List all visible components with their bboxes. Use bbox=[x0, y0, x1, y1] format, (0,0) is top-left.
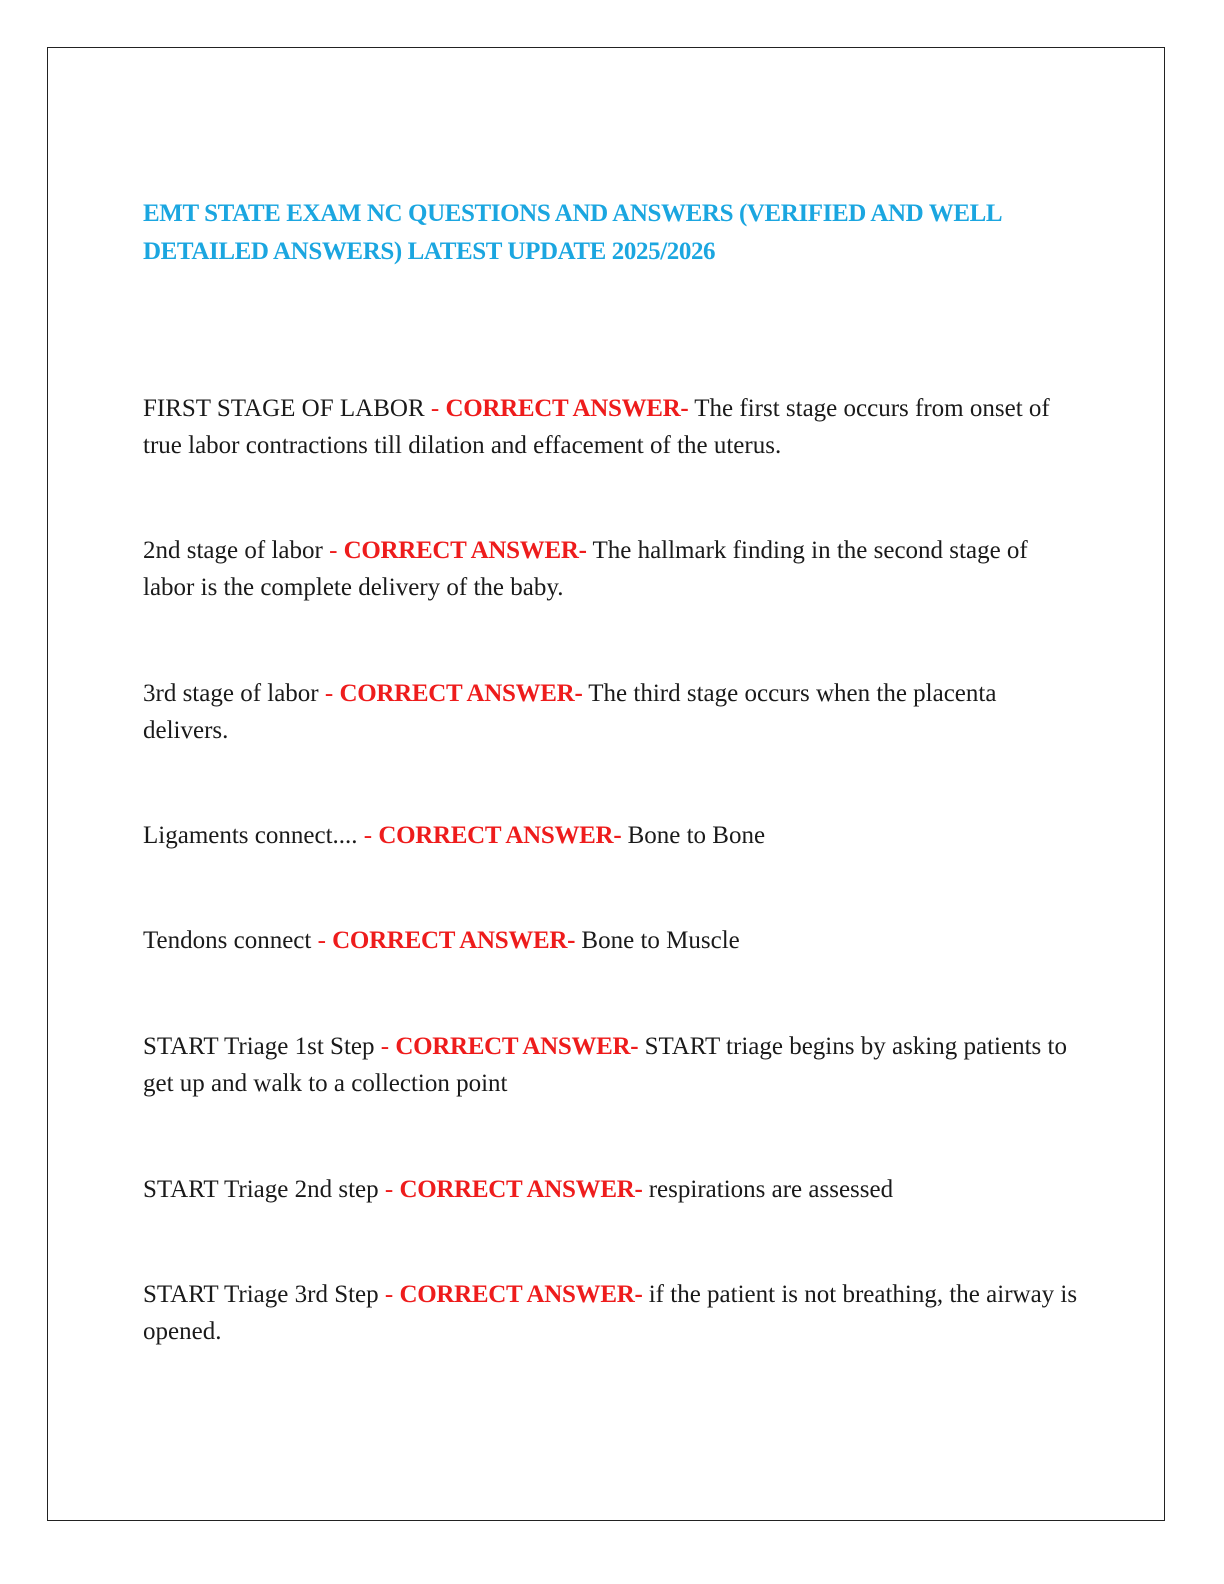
answer-text: Bone to Bone bbox=[627, 822, 766, 849]
separator: - bbox=[384, 1281, 394, 1308]
separator: - bbox=[384, 1176, 394, 1203]
answer-marker: CORRECT ANSWER- bbox=[445, 395, 689, 422]
answer-marker: CORRECT ANSWER- bbox=[339, 680, 583, 707]
answer-marker: CORRECT ANSWER- bbox=[395, 1033, 639, 1060]
qa-item bbox=[143, 922, 1078, 959]
answer-marker: CORRECT ANSWER- bbox=[399, 1281, 643, 1308]
answer-text: START triage begins by asking patients to get up and walk to a collection point bbox=[143, 1033, 1067, 1097]
answer-marker: CORRECT ANSWER- bbox=[378, 822, 622, 849]
separator: - bbox=[324, 680, 334, 707]
separator: - bbox=[380, 1033, 390, 1060]
separator: - bbox=[363, 822, 373, 849]
answer-text: The first stage occurs from onset of true labor contractions till dilation and effacement of the uterus. bbox=[143, 395, 1050, 459]
qa-item bbox=[143, 1028, 1078, 1102]
separator: - bbox=[430, 395, 440, 422]
qa-item bbox=[143, 532, 1078, 606]
answer-text: The hallmark finding in the second stage of labor is the complete delivery of the baby. bbox=[143, 537, 1028, 601]
answer-text: respirations are assessed bbox=[648, 1176, 894, 1203]
document-title: EMT STATE EXAM NC QUESTIONS AND ANSWERS (VERIFIED AND WELL DETAILED ANSWERS) LATEST UPDATE 2025/2026 bbox=[143, 200, 1001, 265]
question-text: Tendons connect bbox=[143, 927, 312, 954]
answer-text: if the patient is not breathing, the airway is opened. bbox=[143, 1281, 1078, 1345]
question-text: START Triage 2nd step bbox=[143, 1176, 379, 1203]
answer-marker: CORRECT ANSWER- bbox=[399, 1176, 643, 1203]
qa-item bbox=[143, 390, 1078, 464]
answer-text: Bone to Muscle bbox=[581, 927, 740, 954]
question-text: START Triage 3rd Step bbox=[143, 1281, 379, 1308]
answer-marker: CORRECT ANSWER- bbox=[343, 537, 587, 564]
qa-item bbox=[143, 1276, 1078, 1350]
question-text: 3rd stage of labor bbox=[143, 680, 319, 707]
qa-item bbox=[143, 675, 1078, 749]
question-text: Ligaments connect.... bbox=[143, 822, 358, 849]
question-text: 2nd stage of labor bbox=[143, 537, 323, 564]
separator: - bbox=[317, 927, 326, 954]
question-text: START Triage 1st Step bbox=[143, 1033, 375, 1060]
answer-marker: CORRECT ANSWER- bbox=[332, 927, 576, 954]
question-text: FIRST STAGE OF LABOR bbox=[143, 395, 425, 422]
qa-item bbox=[143, 1171, 1078, 1208]
answer-text: The third stage occurs when the placenta delivers. bbox=[143, 680, 997, 744]
qa-item bbox=[143, 817, 1078, 854]
separator: - bbox=[329, 537, 338, 564]
